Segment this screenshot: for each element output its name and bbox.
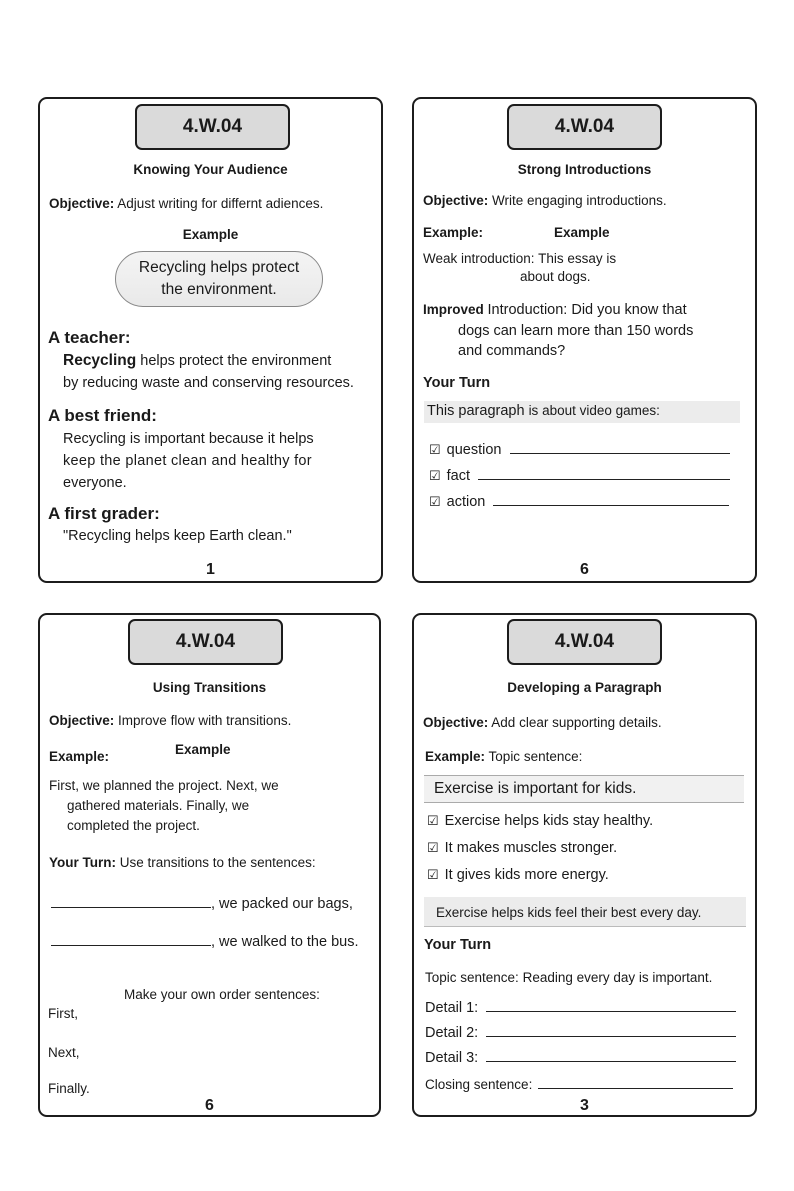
friend-line: keep the planet clean and healthy for xyxy=(63,453,312,469)
objective xyxy=(49,196,323,211)
detail-text: It makes muscles stronger. xyxy=(444,840,618,856)
example-heading: Example xyxy=(182,227,239,242)
answer-blank[interactable] xyxy=(510,453,730,454)
checkbox-icon: ☑ xyxy=(427,867,439,882)
answer-blank[interactable] xyxy=(478,479,730,480)
option-question[interactable] xyxy=(429,442,730,458)
detail-2-line[interactable] xyxy=(425,1025,736,1041)
answer-blank[interactable] xyxy=(486,1036,736,1037)
topic-prompt xyxy=(425,970,712,985)
card-knowing-your-audience xyxy=(38,97,383,583)
bubble-line: Recycling helps protect xyxy=(138,259,300,276)
prompt-bold: This paragraph xyxy=(427,403,525,419)
closing-example: Exercise helps kids feel their best every day. xyxy=(436,905,702,920)
standard-code-badge: 4.W.04 xyxy=(507,619,662,665)
card-developing-a-paragraph xyxy=(412,613,757,1117)
detail-label: Detail 3: xyxy=(425,1050,479,1066)
example-label: Example: xyxy=(425,749,486,764)
option-label: action xyxy=(446,494,486,510)
transition-blank-line[interactable] xyxy=(51,896,353,912)
your-turn-heading: Your Turn xyxy=(424,937,492,953)
your-turn-label: Your Turn: xyxy=(49,855,116,870)
detail-1-line[interactable] xyxy=(425,1000,736,1016)
bubble-line: the environment. xyxy=(161,281,277,298)
card-using-transitions xyxy=(38,613,381,1117)
example-line: completed the project. xyxy=(67,818,200,833)
your-turn-line xyxy=(49,855,316,870)
your-turn-heading: Your Turn xyxy=(423,375,491,391)
topic-sentence: Exercise is important for kids. xyxy=(434,780,637,797)
objective xyxy=(49,713,291,728)
weak-intro-line: Weak introduction: This essay is xyxy=(423,251,617,266)
card-number: 6 xyxy=(205,1097,214,1114)
example-heading: Example xyxy=(554,225,610,240)
detail-text: It gives kids more energy. xyxy=(444,867,609,883)
card-number: 6 xyxy=(580,561,589,578)
topic-text: Reading every day is important. xyxy=(522,970,713,985)
checkbox-icon: ☑ xyxy=(427,813,439,828)
objective-label: Objective: xyxy=(423,193,489,208)
card-number: 3 xyxy=(580,1097,589,1114)
next-line: Next, xyxy=(48,1045,80,1060)
example-line xyxy=(425,749,582,764)
teacher-bold: Recycling xyxy=(63,352,137,369)
standard-code-badge: 4.W.04 xyxy=(507,104,662,150)
teacher-rest: helps protect the environment xyxy=(140,353,332,369)
prompt-rest: is about video games: xyxy=(528,403,660,418)
own-order-heading: Make your own order sentences: xyxy=(124,987,320,1002)
example-line: gathered materials. Finally, we xyxy=(67,798,250,813)
closing-label: Closing sentence: xyxy=(425,1077,533,1092)
weak-intro-line: about dogs. xyxy=(520,269,591,284)
detail-item xyxy=(427,813,653,829)
card-subtitle: Strong Introductions xyxy=(517,162,652,177)
answer-blank[interactable] xyxy=(51,945,211,946)
checkbox-icon: ☑ xyxy=(427,840,439,855)
objective-label: Objective: xyxy=(49,713,115,728)
detail-item xyxy=(427,840,617,856)
blank-sentence: , we packed our bags, xyxy=(211,896,353,912)
friend-rest: is important because it helps xyxy=(129,431,314,447)
transition-blank-line[interactable] xyxy=(51,934,359,950)
blank-sentence: , we walked to the bus. xyxy=(211,934,359,950)
teacher-label: A teacher: xyxy=(48,328,131,347)
option-label: fact xyxy=(446,468,471,484)
answer-blank[interactable] xyxy=(538,1088,733,1089)
detail-label: Detail 2: xyxy=(425,1025,479,1041)
answer-blank[interactable] xyxy=(486,1061,736,1062)
finally-line: Finally. xyxy=(48,1081,90,1096)
objective-text: Adjust writing for differnt adiences. xyxy=(117,196,324,211)
speech-bubble xyxy=(115,251,323,307)
improved-intro-line xyxy=(423,302,687,318)
objective xyxy=(423,193,667,208)
objective-label: Objective: xyxy=(49,196,115,211)
checkbox-icon[interactable]: ☑ xyxy=(429,442,441,457)
improved-label: Improved xyxy=(423,302,484,317)
improved-intro-line: dogs can learn more than 150 words xyxy=(458,323,694,339)
friend-line: everyone. xyxy=(63,475,127,491)
example-label: Example: xyxy=(49,749,110,764)
objective-label: Objective: xyxy=(423,715,489,730)
closing-sentence-line[interactable] xyxy=(425,1077,733,1092)
option-action[interactable] xyxy=(429,494,729,510)
teacher-line xyxy=(63,352,331,370)
detail-text: Exercise helps kids stay healthy. xyxy=(444,813,654,829)
card-subtitle: Developing a Paragraph xyxy=(507,680,662,695)
example-heading: Example xyxy=(175,742,231,757)
checkbox-icon[interactable]: ☑ xyxy=(429,468,441,483)
prompt-line xyxy=(427,403,660,419)
grader-label: A first grader: xyxy=(48,504,160,523)
answer-blank[interactable] xyxy=(493,505,729,506)
objective-text: Write engaging introductions. xyxy=(492,193,667,208)
example-text: Topic sentence: xyxy=(488,749,583,764)
checkbox-icon[interactable]: ☑ xyxy=(429,494,441,509)
option-label: question xyxy=(446,442,502,458)
answer-blank[interactable] xyxy=(486,1011,736,1012)
detail-3-line[interactable] xyxy=(425,1050,736,1066)
objective xyxy=(423,715,662,730)
detail-item xyxy=(427,867,609,883)
friend-bold: Recycling xyxy=(63,431,126,447)
topic-label: Topic sentence: xyxy=(425,970,519,985)
card-subtitle: Knowing Your Audience xyxy=(133,162,288,177)
friend-label: A best friend: xyxy=(48,406,157,425)
option-fact[interactable] xyxy=(429,468,730,484)
standard-code-badge: 4.W.04 xyxy=(135,104,290,150)
card-number: 1 xyxy=(206,561,215,578)
answer-blank[interactable] xyxy=(51,907,211,908)
grader-line: "Recycling helps keep Earth clean." xyxy=(63,528,292,544)
card-strong-introductions xyxy=(412,97,757,583)
example-line: First, we planned the project. Next, we xyxy=(49,778,279,793)
teacher-line: by reducing waste and conserving resources. xyxy=(63,375,354,391)
improved-text: Introduction: Did you know that xyxy=(487,302,687,318)
improved-intro-line: and commands? xyxy=(458,343,566,359)
friend-line xyxy=(63,431,314,447)
first-line: First, xyxy=(48,1006,78,1021)
card-subtitle: Using Transitions xyxy=(152,680,267,695)
standard-code-badge: 4.W.04 xyxy=(128,619,283,665)
example-label: Example: xyxy=(423,225,484,240)
objective-text: Add clear supporting details. xyxy=(491,715,662,730)
objective-text: Improve flow with transitions. xyxy=(118,713,292,728)
detail-label: Detail 1: xyxy=(425,1000,479,1016)
your-turn-text: Use transitions to the sentences: xyxy=(119,855,316,870)
